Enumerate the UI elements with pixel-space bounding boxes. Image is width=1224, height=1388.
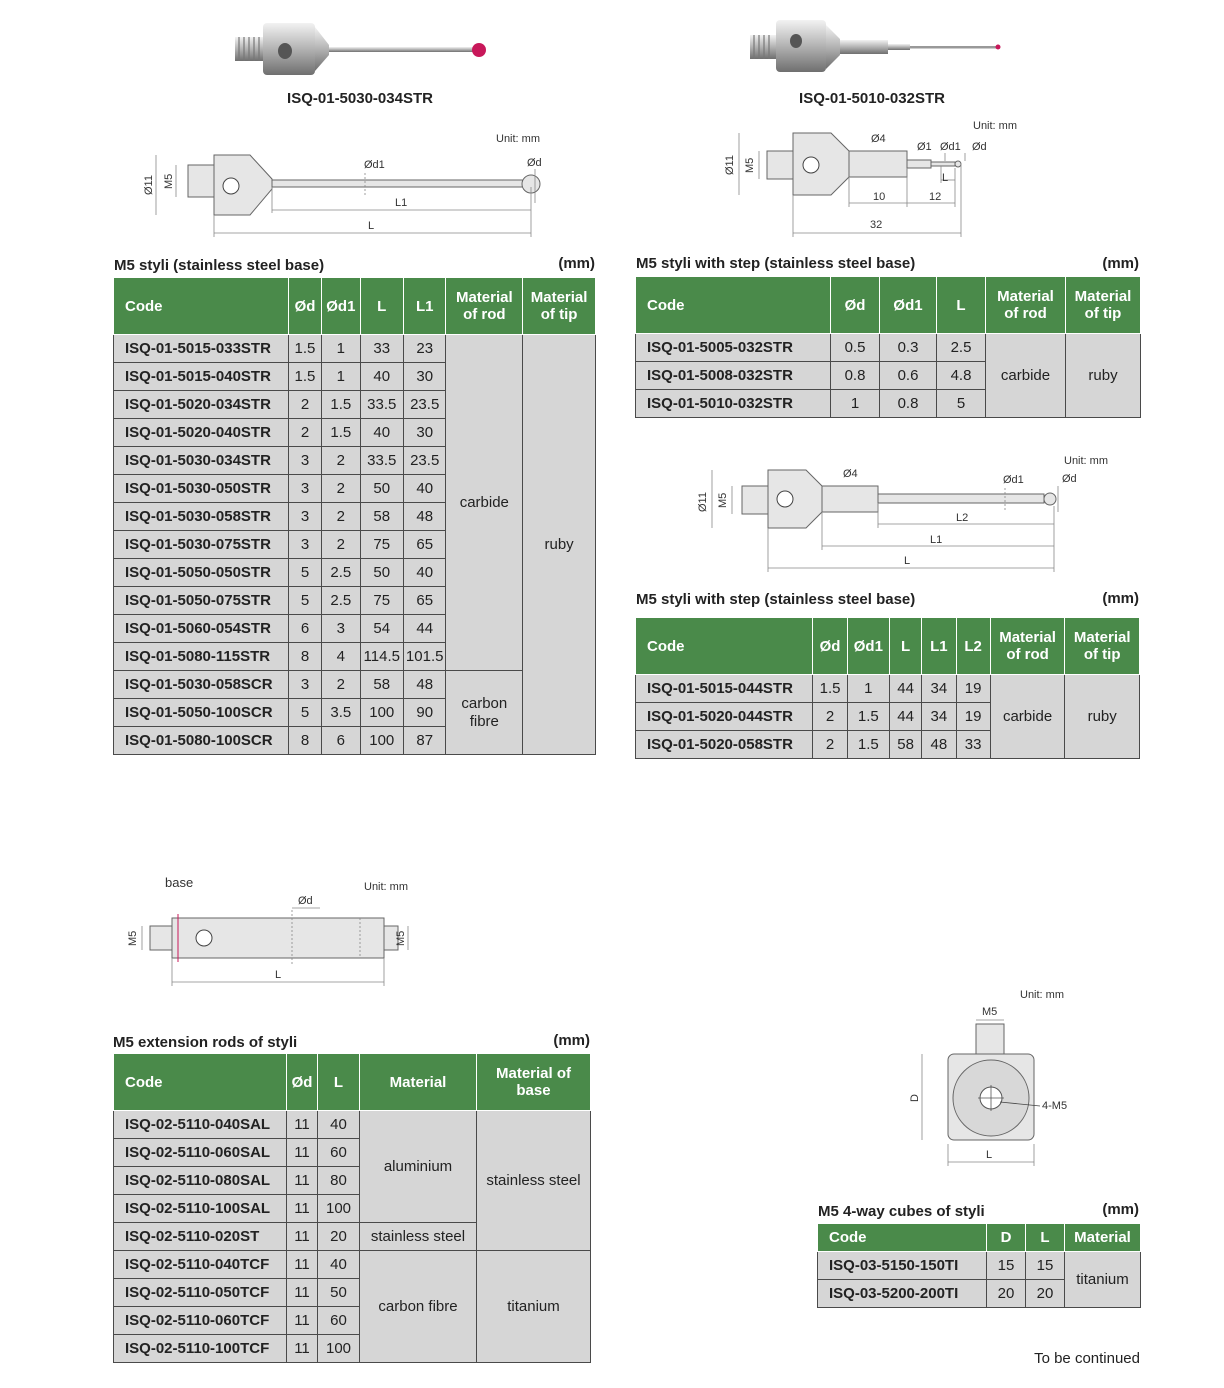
dim-label: Ø4	[871, 133, 886, 145]
cell: 11	[287, 1139, 318, 1167]
cell: 3	[322, 615, 360, 643]
cell: 5	[288, 699, 321, 727]
cell-material-rod: carbide	[986, 334, 1066, 418]
cell: 40	[360, 419, 403, 447]
cell: ISQ-01-5020-044STR	[636, 703, 813, 731]
cell: ISQ-02-5110-100SAL	[114, 1195, 287, 1223]
cell: 60	[318, 1139, 360, 1167]
dim-label: 4-M5	[1042, 1100, 1068, 1112]
column-header: Ød	[813, 618, 847, 675]
column-header: Material of tip	[1065, 618, 1140, 675]
cell: 1.5	[322, 419, 360, 447]
cell: 33.5	[360, 391, 403, 419]
cell: ISQ-02-5110-060SAL	[114, 1139, 287, 1167]
cell: 11	[287, 1195, 318, 1223]
column-header: Code	[818, 1224, 987, 1252]
cell: 100	[360, 699, 403, 727]
column-header: L	[890, 618, 922, 675]
dim-label: Ø1	[917, 141, 932, 153]
dim-label: Ød1	[940, 141, 961, 153]
cell: 40	[318, 1251, 360, 1279]
cell: 40	[403, 475, 445, 503]
cell: 6	[288, 615, 321, 643]
cell: 44	[890, 675, 922, 703]
cell: ISQ-01-5030-050STR	[114, 475, 289, 503]
table-row	[636, 675, 1140, 703]
column-header: L	[318, 1054, 360, 1111]
dim-label: D	[909, 1094, 921, 1102]
dim-label: 32	[870, 219, 883, 231]
cell: 3	[288, 503, 321, 531]
cell-material-base: titanium	[477, 1251, 591, 1363]
column-header: Material of rod	[986, 277, 1066, 334]
cell: 58	[360, 503, 403, 531]
cell: ISQ-01-5050-075STR	[114, 587, 289, 615]
cell: ISQ-01-5020-058STR	[636, 731, 813, 759]
cell: 1.5	[322, 391, 360, 419]
cell: ISQ-03-5200-200TI	[818, 1280, 987, 1308]
product-photo-stylus-1	[225, 15, 495, 85]
cell: 54	[360, 615, 403, 643]
dim-label: Ø11	[697, 492, 709, 512]
column-header: Ød1	[322, 278, 360, 335]
cell: 8	[288, 727, 321, 755]
cell: 23.5	[403, 447, 445, 475]
dim-label: Ø4	[843, 468, 858, 480]
cell: ISQ-02-5110-040SAL	[114, 1111, 287, 1139]
cell: ISQ-01-5015-033STR	[114, 335, 289, 363]
column-header: L	[360, 278, 403, 335]
cell-material-tip: ruby	[1065, 675, 1140, 759]
cell: 15	[1026, 1252, 1065, 1280]
cell: ISQ-01-5030-058SCR	[114, 671, 289, 699]
cell: 65	[403, 531, 445, 559]
extension-rod-table	[113, 1053, 591, 1363]
cell: 2	[813, 703, 847, 731]
cube-table	[817, 1223, 1141, 1308]
stepped-stylus-long-table	[635, 617, 1140, 759]
cell: 114.5	[360, 643, 403, 671]
cell: 50	[360, 559, 403, 587]
cell: 33	[360, 335, 403, 363]
cell: 5	[288, 559, 321, 587]
cell-material: stainless steel	[360, 1223, 477, 1251]
cell-material: titanium	[1065, 1252, 1141, 1308]
column-header: Code	[636, 277, 831, 334]
dim-label: Ød	[527, 157, 542, 169]
column-header: L	[1026, 1224, 1065, 1252]
cell: 1.5	[288, 363, 321, 391]
technical-drawing-4way-cube	[900, 980, 1090, 1170]
cell: 6	[322, 727, 360, 755]
table-unit: (mm)	[558, 255, 595, 272]
column-header: Ød1	[847, 618, 889, 675]
dim-label: 12	[929, 191, 942, 203]
dim-label: L2	[956, 512, 969, 524]
column-header: Ød	[287, 1054, 318, 1111]
column-header: L1	[403, 278, 445, 335]
cell: 3	[288, 475, 321, 503]
cell: ISQ-01-5060-054STR	[114, 615, 289, 643]
technical-drawing-stepped-stylus-long	[690, 450, 1130, 575]
cell: 1	[847, 675, 889, 703]
cell: 1	[831, 390, 880, 418]
column-header: Ød	[831, 277, 880, 334]
cell-material: carbon fibre	[360, 1251, 477, 1363]
column-header: Material of tip	[1066, 277, 1141, 334]
column-header: Material	[1065, 1224, 1141, 1252]
cell: 2	[322, 531, 360, 559]
stepped-stylus-table	[635, 276, 1141, 418]
cell: 1	[322, 335, 360, 363]
cell: 30	[403, 363, 445, 391]
dim-label: Ød	[1062, 473, 1077, 485]
table-unit: (mm)	[1102, 255, 1139, 272]
cell: 2	[288, 419, 321, 447]
dim-label: M5	[982, 1006, 998, 1018]
cell: 2.5	[322, 559, 360, 587]
cell: 4	[322, 643, 360, 671]
cell: 11	[287, 1307, 318, 1335]
cell: 1.5	[847, 731, 889, 759]
technical-drawing-extension-rod	[120, 870, 430, 990]
table-title: M5 styli (stainless steel base)	[114, 257, 325, 274]
column-header: L1	[922, 618, 956, 675]
cell: 44	[890, 703, 922, 731]
column-header: D	[987, 1224, 1026, 1252]
cell: 3	[288, 671, 321, 699]
cell: 0.5	[831, 334, 880, 362]
cell: 8	[288, 643, 321, 671]
cell: 34	[922, 703, 956, 731]
column-header: L2	[956, 618, 990, 675]
dim-label: L1	[930, 534, 943, 546]
cell: 2	[288, 391, 321, 419]
dim-label: Ød1	[1003, 474, 1024, 486]
cell: ISQ-01-5015-040STR	[114, 363, 289, 391]
dim-label: M5	[395, 930, 407, 946]
cell: 2	[322, 671, 360, 699]
cell: 0.8	[880, 390, 937, 418]
product-photo-stylus-2	[740, 15, 1010, 85]
cell: 58	[360, 671, 403, 699]
cell: 100	[318, 1195, 360, 1223]
cell: 101.5	[403, 643, 445, 671]
unit-label: Unit: mm	[1020, 989, 1064, 1001]
column-header: Code	[114, 278, 289, 335]
cell: 60	[318, 1307, 360, 1335]
cell-material-tip: ruby	[1066, 334, 1141, 418]
cell: ISQ-02-5110-060TCF	[114, 1307, 287, 1335]
cell: 40	[403, 559, 445, 587]
cell: ISQ-01-5050-100SCR	[114, 699, 289, 727]
cell: 1.5	[813, 675, 847, 703]
cell-material-rod: carbide	[446, 335, 523, 671]
table-title: M5 styli with step (stainless steel base)	[636, 255, 916, 272]
cell: 0.8	[831, 362, 880, 390]
cell: 2	[813, 731, 847, 759]
column-header: Material of tip	[523, 278, 596, 335]
cell: 11	[287, 1251, 318, 1279]
cell: ISQ-01-5050-050STR	[114, 559, 289, 587]
cell: 100	[318, 1335, 360, 1363]
cell: 50	[318, 1279, 360, 1307]
cell: 33.5	[360, 447, 403, 475]
table-title: M5 styli with step (stainless steel base)	[636, 591, 916, 608]
cell: ISQ-01-5030-058STR	[114, 503, 289, 531]
cell: ISQ-02-5110-040TCF	[114, 1251, 287, 1279]
cell: 2	[322, 475, 360, 503]
cell: ISQ-01-5080-100SCR	[114, 727, 289, 755]
dim-label: Ød	[298, 895, 313, 907]
cell: 40	[318, 1111, 360, 1139]
cell: 0.6	[880, 362, 937, 390]
dim-label: Ød1	[364, 159, 385, 171]
cell: 0.3	[880, 334, 937, 362]
dim-label: M5	[717, 492, 729, 508]
cell: ISQ-02-5110-050TCF	[114, 1279, 287, 1307]
dim-label: L	[942, 172, 949, 184]
cell: ISQ-01-5005-032STR	[636, 334, 831, 362]
cell: 34	[922, 675, 956, 703]
cell: ISQ-01-5010-032STR	[636, 390, 831, 418]
table-unit: (mm)	[1102, 590, 1139, 607]
dim-label: M5	[163, 173, 175, 189]
cell: 50	[360, 475, 403, 503]
cell: 5	[288, 587, 321, 615]
column-header: Material of rod	[990, 618, 1065, 675]
cell: 5	[937, 390, 986, 418]
cell: 20	[318, 1223, 360, 1251]
cell: 15	[987, 1252, 1026, 1280]
cell: 40	[360, 363, 403, 391]
cell: 19	[956, 703, 990, 731]
cell: 11	[287, 1223, 318, 1251]
cell: ISQ-02-5110-080SAL	[114, 1167, 287, 1195]
cell: 48	[922, 731, 956, 759]
cell: 75	[360, 531, 403, 559]
cell: ISQ-01-5080-115STR	[114, 643, 289, 671]
cell: 33	[956, 731, 990, 759]
unit-label: Unit: mm	[496, 133, 540, 145]
table-unit: (mm)	[1102, 1201, 1139, 1218]
product-caption-1: ISQ-01-5030-034STR	[287, 90, 433, 107]
column-header: Ød	[288, 278, 321, 335]
cell: 3	[288, 447, 321, 475]
cell: 3.5	[322, 699, 360, 727]
cell: 1	[322, 363, 360, 391]
table-title: M5 extension rods of styli	[113, 1034, 298, 1051]
dim-label: base	[165, 875, 194, 890]
cell: ISQ-02-5110-020ST	[114, 1223, 287, 1251]
cell-material-rod: carbide	[990, 675, 1065, 759]
dim-label: Ød	[972, 141, 987, 153]
cell: 11	[287, 1167, 318, 1195]
product-caption-2: ISQ-01-5010-032STR	[799, 90, 945, 107]
cell: 65	[403, 587, 445, 615]
cell: 100	[360, 727, 403, 755]
cell: 87	[403, 727, 445, 755]
cell: ISQ-01-5008-032STR	[636, 362, 831, 390]
cell: 1.5	[847, 703, 889, 731]
cell: 19	[956, 675, 990, 703]
table-row	[636, 334, 1141, 362]
dim-label: L	[275, 969, 282, 981]
dim-label: L1	[395, 197, 408, 209]
table-row	[114, 1111, 591, 1139]
cell: 20	[1026, 1280, 1065, 1308]
technical-drawing-stepped-stylus	[715, 115, 1045, 240]
cell: 48	[403, 503, 445, 531]
dim-label: L	[368, 220, 375, 232]
cell-material-base: stainless steel	[477, 1111, 591, 1251]
table-row	[114, 1251, 591, 1279]
cell: ISQ-01-5020-040STR	[114, 419, 289, 447]
cell: 44	[403, 615, 445, 643]
dim-label: 10	[873, 191, 886, 203]
cell: ISQ-03-5150-150TI	[818, 1252, 987, 1280]
cell-material-tip: ruby	[523, 335, 596, 755]
dim-label: Ø11	[724, 155, 736, 175]
cell: 3	[288, 531, 321, 559]
cell: 2.5	[322, 587, 360, 615]
table-unit: (mm)	[553, 1032, 590, 1049]
unit-label: Unit: mm	[973, 120, 1017, 132]
stylus-table	[113, 277, 596, 755]
table-row	[114, 335, 596, 363]
cell: 11	[287, 1279, 318, 1307]
table-title: M5 4-way cubes of styli	[818, 1203, 985, 1220]
cell: 58	[890, 731, 922, 759]
cell: 90	[403, 699, 445, 727]
continuation-note: To be continued	[1034, 1350, 1140, 1367]
column-header: Code	[114, 1054, 287, 1111]
cell: 11	[287, 1111, 318, 1139]
technical-drawing-stylus	[130, 125, 560, 245]
cell: 23.5	[403, 391, 445, 419]
column-header: Material	[360, 1054, 477, 1111]
cell: 30	[403, 419, 445, 447]
cell: 80	[318, 1167, 360, 1195]
cell: ISQ-01-5030-034STR	[114, 447, 289, 475]
cell: 11	[287, 1335, 318, 1363]
column-header: Material of rod	[446, 278, 523, 335]
column-header: Ød1	[880, 277, 937, 334]
cell: ISQ-01-5015-044STR	[636, 675, 813, 703]
table-row	[818, 1252, 1141, 1280]
column-header: Code	[636, 618, 813, 675]
column-header: L	[937, 277, 986, 334]
dim-label: M5	[744, 157, 756, 173]
dim-label: Ø11	[143, 175, 155, 195]
cell-material: aluminium	[360, 1111, 477, 1223]
cell: 20	[987, 1280, 1026, 1308]
cell: 75	[360, 587, 403, 615]
dim-label: L	[986, 1149, 993, 1161]
cell: 2.5	[937, 334, 986, 362]
cell: 1.5	[288, 335, 321, 363]
dim-label: L	[904, 555, 911, 567]
dim-label: M5	[127, 930, 139, 946]
cell: 4.8	[937, 362, 986, 390]
cell: 48	[403, 671, 445, 699]
cell: 2	[322, 503, 360, 531]
unit-label: Unit: mm	[364, 881, 408, 893]
cell: ISQ-01-5020-034STR	[114, 391, 289, 419]
cell-material-rod: carbon fibre	[446, 671, 523, 755]
cell: ISQ-01-5030-075STR	[114, 531, 289, 559]
column-header: Material of base	[477, 1054, 591, 1111]
cell: 23	[403, 335, 445, 363]
cell: ISQ-02-5110-100TCF	[114, 1335, 287, 1363]
cell: 2	[322, 447, 360, 475]
unit-label: Unit: mm	[1064, 455, 1108, 467]
